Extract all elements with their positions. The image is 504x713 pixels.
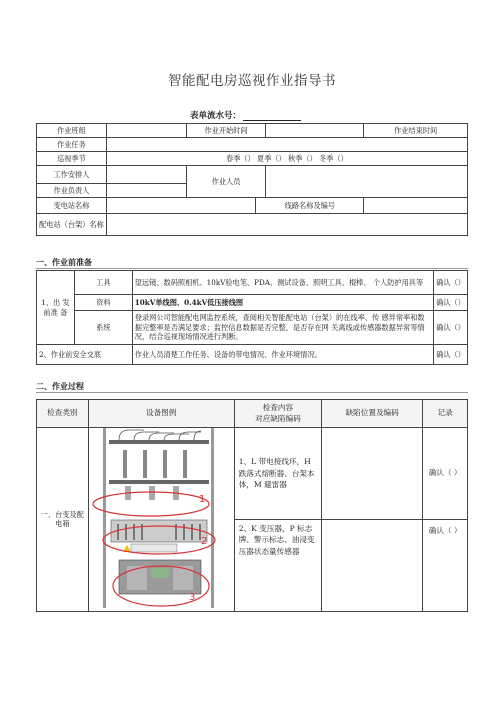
- process-table: [36, 399, 468, 612]
- start-time-label: 作业开始时间: [186, 124, 266, 138]
- transformer-diagram: [89, 428, 234, 608]
- pole-left: [103, 428, 106, 608]
- confirm-checkbox[interactable]: 确认（）: [434, 345, 468, 365]
- leader-field[interactable]: [106, 184, 186, 198]
- form-number: [190, 109, 301, 121]
- team-field[interactable]: [106, 124, 186, 138]
- form-number-label: 表单流水号：: [190, 111, 242, 121]
- prep-row-label: 系统: [74, 311, 132, 345]
- station-name-label: 变电站名称: [37, 198, 107, 214]
- confirm-checkbox[interactable]: 确认（ ）: [423, 428, 468, 520]
- header-defect: 缺陷位置及编码: [322, 400, 423, 428]
- confirm-checkbox[interactable]: 确认（ ）: [423, 519, 468, 611]
- leader-label: 作业负责人: [37, 184, 107, 198]
- prep-row-label: 资料: [74, 295, 132, 311]
- season-label: 巡视季节: [37, 152, 107, 166]
- task-field[interactable]: [106, 138, 467, 152]
- start-time-field[interactable]: [266, 124, 364, 138]
- room-name-field[interactable]: [106, 214, 467, 236]
- pole-right: [211, 428, 214, 608]
- wires: [119, 430, 201, 440]
- prep-row-content: 10kV单线图、0.4kV低压接线图: [132, 295, 433, 311]
- safety-content: 作业人员清楚工作任务、设备的带电情况、作业环境情况。: [132, 345, 433, 365]
- mark-label: 2: [200, 536, 208, 547]
- box-indicator: [151, 568, 169, 578]
- task-label: 作业任务: [37, 138, 107, 152]
- prep-table: [36, 270, 468, 365]
- prep-group-label: 1、出 发 前准 备: [37, 271, 75, 345]
- line-name-field[interactable]: [364, 198, 468, 214]
- end-time-label: 作业结束时间: [364, 124, 468, 138]
- room-name-label: 配电站（台架）名称: [37, 214, 107, 236]
- confirm-checkbox[interactable]: 确认（）: [434, 271, 468, 295]
- prep-row-label: 工具: [74, 271, 132, 295]
- defect-field[interactable]: [322, 519, 423, 611]
- fuses: [123, 450, 187, 478]
- info-table: [36, 123, 468, 236]
- confirm-checkbox[interactable]: 确认（）: [434, 295, 468, 311]
- arranger-field[interactable]: [106, 166, 186, 184]
- section1-heading: 一、作业前准备: [36, 257, 92, 268]
- arranger-label: 工作安排人: [37, 166, 107, 184]
- prep-row-content: 望远镜、数码照相机、10kV验电笔、PDA、测试设备、照明工具、棍棒、 个人防护用具等: [132, 271, 433, 295]
- crossarm: [109, 440, 209, 444]
- form-number-field[interactable]: [243, 112, 301, 121]
- station-name-field[interactable]: [106, 198, 256, 214]
- header-record: 记录: [423, 400, 468, 428]
- check-item: 1、L 带电接线环，H 跌落式熔断器、台架本体，M 避雷器: [234, 428, 321, 520]
- section2-heading: 二、作业过程: [36, 381, 84, 392]
- mark-label: 1: [198, 494, 206, 505]
- category-cell: 一、台变及配电箱: [37, 428, 89, 612]
- safety-label: 2、作业前安全交底: [37, 345, 133, 365]
- header-diagram: 设备图例: [88, 400, 234, 428]
- warning-sign: [131, 544, 177, 552]
- diagram-cell: [88, 428, 234, 612]
- line-name-label: 线路名称及编号: [256, 198, 364, 214]
- header-content: 检查内容 对应缺陷编码: [234, 400, 321, 428]
- mark-label: 3: [188, 592, 196, 603]
- personnel-field[interactable]: [266, 166, 468, 198]
- confirm-checkbox[interactable]: 确认（）: [434, 311, 468, 345]
- team-label: 作业班组: [37, 124, 107, 138]
- section2-rule: [36, 392, 468, 393]
- crossarm-lower: [109, 480, 209, 484]
- season-options[interactable]: 春季（） 夏季（） 秋季（） 冬季（）: [106, 152, 467, 166]
- header-category: 检查类别: [37, 400, 89, 428]
- page-title: 智能配电房巡视作业指导书: [168, 73, 336, 89]
- section1-rule: [36, 268, 468, 269]
- personnel-label: 作业人员: [186, 166, 266, 198]
- prep-row-content: 登录网公司智能配电网监控系统，查阅相关智能配电站（台架）的在线率、传 感异常率和数据完整率是否满足要求；监控信息数据是否完整，是否存在网 关离线或传感器数据异常等情况，结合巡视现场情况进行判断。: [132, 311, 433, 345]
- check-item: 2、K 变压器，P 标志牌、警示标志、油浸变压器状态量传感器: [234, 519, 321, 611]
- defect-field[interactable]: [322, 428, 423, 520]
- box-door-left: [127, 566, 147, 590]
